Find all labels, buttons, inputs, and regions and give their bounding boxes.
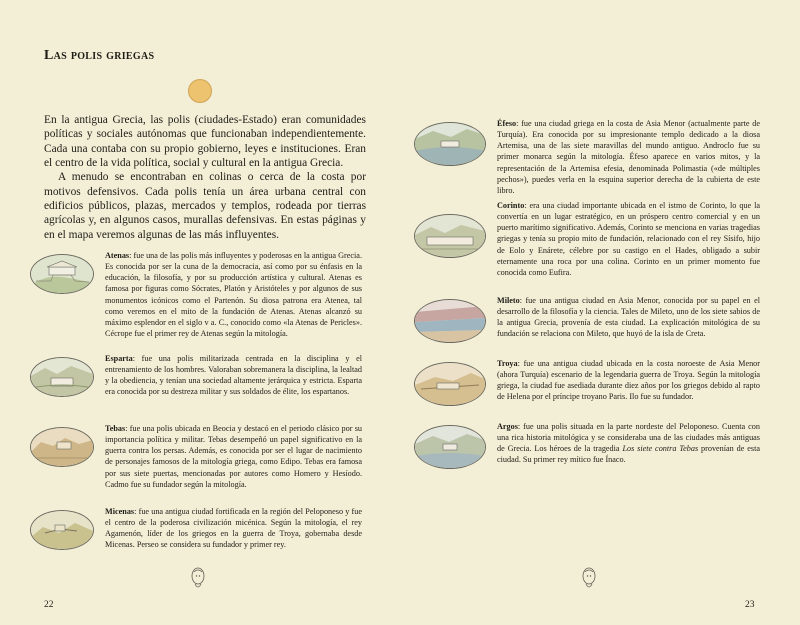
tebas-illustration [30, 427, 94, 467]
polis-entry-argos [414, 421, 760, 469]
troya-illustration [414, 362, 486, 406]
entry-text: Tebas: fue una polis ubicada en Beocia y destacó en el periodo clásico por su importancia política y militar. Tebas desempeñó un papel significativo en la guerra contra los persas. Además, es conocida por ser el lugar de nacimiento de personajes famosos de la mitología griega, como Edipo. Tebas era famosa por sus siete puertas, mencionadas por autores como Homero y Hesíodo. Cadmo fue su fundador según la mitología. [105, 424, 362, 489]
entry-text: Argos: fue una polis situada en la parte nordeste del Peloponeso. Cuenta con una rica historia mitológica y se consideraba una de las ciudades más antiguas de Grecia. Los héroes de la tragedia Los siete contra Tebas provenían de esta ciudad. Su primer rey mítico fue Ínaco. [497, 422, 760, 465]
greek-head-ornament [580, 565, 598, 591]
greek-head-ornament [189, 565, 207, 591]
entry-text: Corinto: era una ciudad importante ubicada en el istmo de Corinto, lo que la convertía en un lugar estratégico, en un próspero centro comercial y en un puerto marítimo significativo. Además, Corinto se menciona en varias tragedias griegas y tenía su propio mito de fundación, relacionado con el rey Sísifo, hijo de Eolo y Enárete, célebre por su castigo en el Hades, obligado a subir eternamente una roca por una colina. Corinto en un primer momento fue conocida como Eufira. [497, 201, 760, 277]
polis-entry-corinto [414, 200, 760, 278]
efeso-illustration [414, 122, 486, 166]
polis-entry-tebas [30, 423, 362, 490]
corinto-illustration [414, 214, 486, 258]
intro-text [44, 113, 366, 242]
polis-entry-atenas [30, 250, 362, 339]
polis-entry-efeso [414, 118, 760, 196]
entry-text: Troya: fue una antigua ciudad ubicada en la costa noroeste de Asia Menor (ahora Turquía) escenario de la legendaria guerra de Troya. Según la mitología griega, la ciudad fue asediada durante diez años por los griegos debido al rapto de Helena por el príncipe troyano Paris. Ilo fue su fundador. [497, 359, 760, 402]
sun-ornament [188, 79, 212, 103]
right-page [400, 0, 800, 625]
polis-entry-mileto [414, 295, 760, 343]
polis-entry-micenas [30, 506, 362, 551]
entry-text: Éfeso: fue una ciudad griega en la costa de Asia Menor (actualmente parte de Turquía). Era conocida por su impresionante templo dedicado a la diosa Artemisa, una de las siete maravillas del mundo antiguo. Androclo fue su primer monarca según la mitología. Éfeso aparece en varios mitos, y la representación de la Artemisa efesia, denominada Polimastia («de múltiples pechos»), puedes verla en la esquina superior derecha de la cubierta de este libro. [497, 119, 760, 195]
argos-illustration [414, 425, 486, 469]
entry-text: Atenas: fue una de las polis más influyentes y poderosas en la antigua Grecia. Es conocida por ser la cuna de la democracia, así como por su énfasis en la educación, la filosofía, y por su producción artística y cultural. Atenas es famosa por figuras como Sócrates, Platón y Aristóteles y por algunos de sus monumentos icónicos como el Partenón. Su diosa patrona era Atenea, tal como veremos en el mito de la fundación de Atenas. Atenas alcanzó su máximo esplendor en el siglo v a. C., conocido como «la Atenas de Pericles». Cécrope fue el primer rey de Atenas según la mitología. [105, 251, 362, 339]
esparta-illustration [30, 357, 94, 397]
mileto-illustration [414, 299, 486, 343]
micenas-illustration [30, 510, 94, 550]
page-number: 22 [44, 600, 54, 610]
intro-paragraph: A menudo se encontraban en colinas o cerca de la costa por motivos defensivos. Cada polis tenía un área urbana central con edificios públicos, plazas, mercados y templos, rodeada por tierras agrícolas y, en algunos casos, murallas defensivas. En estas páginas y en el mapa veremos algunas de las más influyentes. [44, 171, 366, 241]
polis-entry-esparta [30, 353, 362, 398]
entry-text: Micenas: fue una antigua ciudad fortificada en la región del Peloponeso y fue el centro de la poderosa civilización micénica. Según la mitología, el rey Agamenón, líder de los griegos en la guerra de Troya, gobernaba desde Micenas. Perseo se considera su fundador y primer rey. [105, 507, 362, 550]
intro-paragraph: En la antigua Grecia, las polis (ciudades-Estado) eran comunidades políticas y sociales autónomas que funcionaban independientemente. Cada una contaba con su propio gobierno, leyes e instituciones. Eran el centro de la vida política, social y cultural en la antigua Grecia. [44, 114, 366, 170]
entry-text: Mileto: fue una antigua ciudad en Asia Menor, conocida por su papel en el desarrollo de la filosofía y la ciencia. Tales de Mileto, uno de los siete sabios de la antigua Grecia, provenía de esta ciudad. La explicación mitológica de su fundación se relaciona con Mileto, que huyó de la isla de Creta. [497, 296, 760, 339]
atenas-illustration [30, 254, 94, 294]
page-number: 23 [745, 600, 755, 610]
page-title: Las polis griegas [44, 48, 155, 63]
entry-text: Esparta: fue una polis militarizada centrada en la disciplina y el entrenamiento de los hombres. Valoraban sobremanera la disciplina, la lealtad y la obediencia, y tenían una sociedad altamente jerárquica y estricta. Esparta era conocida por su destreza militar y sus soldados de élite, los espartanos. [105, 354, 362, 397]
polis-entry-troya [414, 358, 760, 406]
